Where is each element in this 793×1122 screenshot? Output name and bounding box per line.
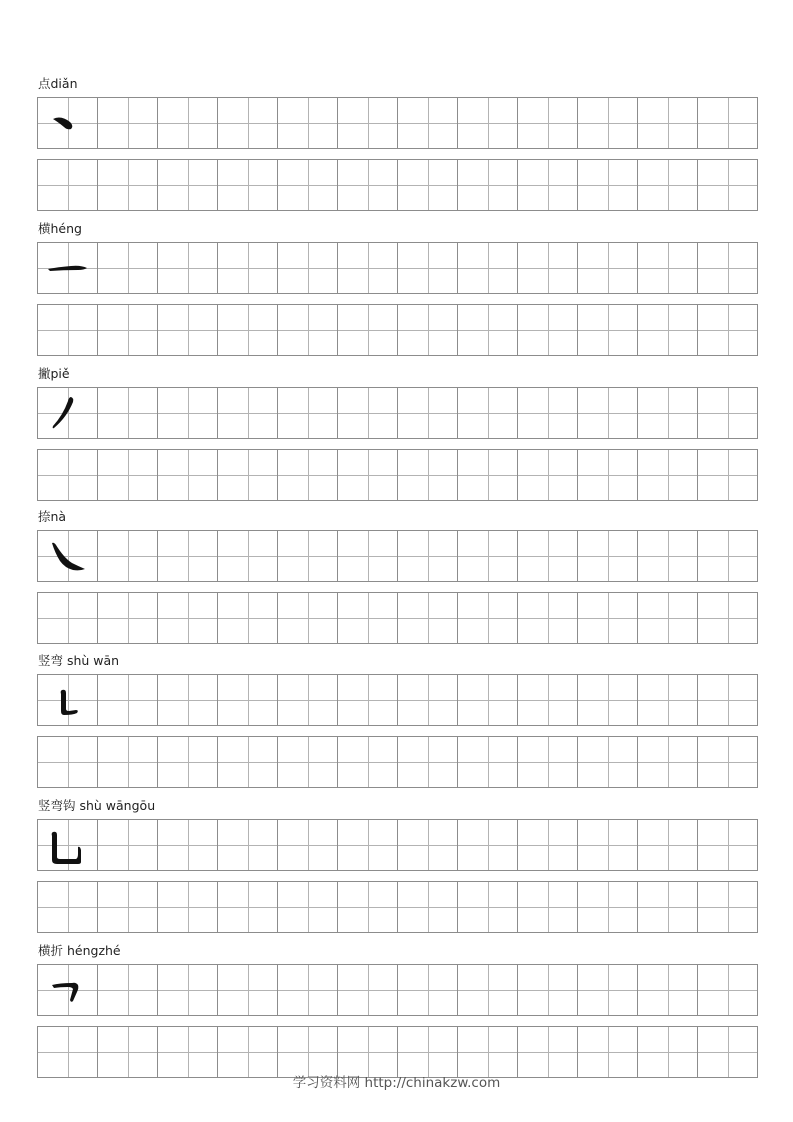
writing-cell[interactable] bbox=[518, 592, 578, 644]
writing-cell[interactable] bbox=[278, 387, 338, 439]
writing-cell[interactable] bbox=[398, 530, 458, 582]
writing-cell[interactable] bbox=[698, 819, 758, 871]
stroke-label: 竖弯 shù wān bbox=[38, 653, 120, 668]
writing-cell[interactable] bbox=[278, 159, 338, 211]
writing-cell[interactable] bbox=[458, 881, 518, 933]
grid-row-example bbox=[37, 97, 758, 149]
writing-cell[interactable] bbox=[458, 159, 518, 211]
writing-cell[interactable] bbox=[38, 592, 98, 644]
writing-cell[interactable] bbox=[578, 387, 638, 439]
writing-cell[interactable] bbox=[38, 530, 98, 582]
writing-cell[interactable] bbox=[158, 97, 218, 149]
writing-cell[interactable] bbox=[218, 530, 278, 582]
footer-watermark: 学习资料网 http://chinakzw.com bbox=[292, 1075, 501, 1091]
writing-cell[interactable] bbox=[518, 530, 578, 582]
writing-cell[interactable] bbox=[38, 304, 98, 356]
writing-cell[interactable] bbox=[158, 159, 218, 211]
writing-cell[interactable] bbox=[98, 530, 158, 582]
writing-cell[interactable] bbox=[338, 387, 398, 439]
writing-cell[interactable] bbox=[98, 881, 158, 933]
writing-cell[interactable] bbox=[158, 592, 218, 644]
grid-row-example bbox=[37, 674, 758, 726]
writing-cell[interactable] bbox=[338, 592, 398, 644]
writing-cell[interactable] bbox=[338, 819, 398, 871]
writing-cell[interactable] bbox=[638, 819, 698, 871]
writing-cell[interactable] bbox=[98, 674, 158, 726]
writing-cell[interactable] bbox=[338, 159, 398, 211]
writing-cell[interactable] bbox=[458, 964, 518, 1016]
writing-cell[interactable] bbox=[518, 819, 578, 871]
writing-cell[interactable] bbox=[98, 387, 158, 439]
writing-cell[interactable] bbox=[38, 881, 98, 933]
writing-cell[interactable] bbox=[98, 159, 158, 211]
writing-cell[interactable] bbox=[158, 449, 218, 501]
writing-cell[interactable] bbox=[338, 530, 398, 582]
writing-cell[interactable] bbox=[578, 881, 638, 933]
writing-cell[interactable] bbox=[518, 964, 578, 1016]
writing-cell[interactable] bbox=[98, 736, 158, 788]
writing-cell[interactable] bbox=[698, 881, 758, 933]
stroke-label: 竖弯钩 shù wāngōu bbox=[38, 798, 156, 813]
writing-cell[interactable] bbox=[638, 159, 698, 211]
writing-cell[interactable] bbox=[698, 592, 758, 644]
stroke-label: 横折 héngzhé bbox=[38, 943, 121, 958]
writing-cell[interactable] bbox=[338, 964, 398, 1016]
writing-cell[interactable] bbox=[578, 592, 638, 644]
writing-cell[interactable] bbox=[578, 159, 638, 211]
writing-cell[interactable] bbox=[398, 592, 458, 644]
writing-cell[interactable] bbox=[98, 97, 158, 149]
writing-cell[interactable] bbox=[458, 592, 518, 644]
writing-cell[interactable] bbox=[458, 530, 518, 582]
writing-cell[interactable] bbox=[398, 819, 458, 871]
writing-cell[interactable] bbox=[278, 964, 338, 1016]
writing-cell[interactable] bbox=[578, 530, 638, 582]
writing-cell[interactable] bbox=[518, 304, 578, 356]
writing-cell[interactable] bbox=[398, 881, 458, 933]
writing-cell[interactable] bbox=[398, 387, 458, 439]
writing-cell[interactable] bbox=[398, 964, 458, 1016]
writing-cell[interactable] bbox=[218, 881, 278, 933]
writing-cell[interactable] bbox=[638, 674, 698, 726]
writing-cell[interactable] bbox=[278, 674, 338, 726]
stroke-label: 撇piě bbox=[38, 366, 70, 381]
writing-cell[interactable] bbox=[38, 449, 98, 501]
writing-cell[interactable] bbox=[458, 387, 518, 439]
writing-cell[interactable] bbox=[518, 736, 578, 788]
writing-cell[interactable] bbox=[38, 736, 98, 788]
writing-cell[interactable] bbox=[698, 530, 758, 582]
writing-cell[interactable] bbox=[698, 159, 758, 211]
writing-cell[interactable] bbox=[278, 819, 338, 871]
writing-cell[interactable] bbox=[38, 819, 98, 871]
writing-cell[interactable] bbox=[698, 674, 758, 726]
writing-cell[interactable] bbox=[398, 242, 458, 294]
writing-cell[interactable] bbox=[338, 881, 398, 933]
writing-cell[interactable] bbox=[638, 736, 698, 788]
writing-cell[interactable] bbox=[578, 242, 638, 294]
writing-cell[interactable] bbox=[518, 674, 578, 726]
grid-row-example bbox=[37, 387, 758, 439]
writing-cell[interactable] bbox=[518, 449, 578, 501]
grid-row-practice bbox=[37, 159, 758, 211]
writing-cell[interactable] bbox=[518, 97, 578, 149]
hengzhe-stroke-icon bbox=[38, 965, 97, 1015]
writing-cell[interactable] bbox=[98, 964, 158, 1016]
writing-cell[interactable] bbox=[698, 387, 758, 439]
writing-cell[interactable] bbox=[518, 387, 578, 439]
writing-cell[interactable] bbox=[638, 881, 698, 933]
writing-cell[interactable] bbox=[398, 97, 458, 149]
writing-cell[interactable] bbox=[98, 304, 158, 356]
writing-cell[interactable] bbox=[698, 97, 758, 149]
writing-cell[interactable] bbox=[38, 159, 98, 211]
writing-cell[interactable] bbox=[38, 964, 98, 1016]
writing-cell[interactable] bbox=[518, 159, 578, 211]
writing-cell[interactable] bbox=[158, 304, 218, 356]
writing-cell[interactable] bbox=[578, 964, 638, 1016]
writing-cell[interactable] bbox=[338, 97, 398, 149]
stroke-label: 横héng bbox=[38, 221, 82, 236]
writing-cell[interactable] bbox=[578, 674, 638, 726]
writing-cell[interactable] bbox=[278, 592, 338, 644]
writing-cell[interactable] bbox=[278, 449, 338, 501]
writing-cell[interactable] bbox=[218, 819, 278, 871]
writing-cell[interactable] bbox=[398, 159, 458, 211]
grid-row-practice bbox=[37, 736, 758, 788]
stroke-label: 捺nà bbox=[38, 509, 67, 524]
writing-cell[interactable] bbox=[218, 736, 278, 788]
grid-row-practice bbox=[37, 449, 758, 501]
writing-cell[interactable] bbox=[458, 449, 518, 501]
writing-cell[interactable] bbox=[578, 736, 638, 788]
writing-cell[interactable] bbox=[638, 304, 698, 356]
writing-cell[interactable] bbox=[458, 242, 518, 294]
writing-cell[interactable] bbox=[338, 304, 398, 356]
pie-stroke-icon bbox=[38, 388, 97, 438]
writing-cell[interactable] bbox=[38, 387, 98, 439]
writing-cell[interactable] bbox=[578, 819, 638, 871]
writing-cell[interactable] bbox=[218, 304, 278, 356]
writing-cell[interactable] bbox=[518, 881, 578, 933]
writing-cell[interactable] bbox=[158, 387, 218, 439]
heng-stroke-icon bbox=[38, 243, 97, 293]
writing-cell[interactable] bbox=[638, 592, 698, 644]
writing-cell[interactable] bbox=[278, 304, 338, 356]
writing-cell[interactable] bbox=[278, 530, 338, 582]
writing-cell[interactable] bbox=[38, 674, 98, 726]
writing-cell[interactable] bbox=[398, 449, 458, 501]
writing-cell[interactable] bbox=[278, 97, 338, 149]
writing-cell[interactable] bbox=[578, 304, 638, 356]
writing-cell[interactable] bbox=[458, 819, 518, 871]
na-stroke-icon bbox=[38, 531, 97, 581]
writing-cell[interactable] bbox=[398, 674, 458, 726]
writing-cell[interactable] bbox=[38, 97, 98, 149]
grid-row-example bbox=[37, 819, 758, 871]
writing-cell[interactable] bbox=[218, 387, 278, 439]
writing-cell[interactable] bbox=[638, 449, 698, 501]
writing-cell[interactable] bbox=[458, 674, 518, 726]
writing-cell[interactable] bbox=[218, 964, 278, 1016]
writing-cell[interactable] bbox=[218, 242, 278, 294]
writing-cell[interactable] bbox=[158, 881, 218, 933]
writing-cell[interactable] bbox=[698, 964, 758, 1016]
writing-cell[interactable] bbox=[338, 736, 398, 788]
writing-cell[interactable] bbox=[698, 242, 758, 294]
writing-cell[interactable] bbox=[338, 449, 398, 501]
writing-cell[interactable] bbox=[158, 242, 218, 294]
writing-cell[interactable] bbox=[278, 242, 338, 294]
writing-cell[interactable] bbox=[338, 242, 398, 294]
writing-cell[interactable] bbox=[38, 242, 98, 294]
writing-cell[interactable] bbox=[218, 674, 278, 726]
writing-cell[interactable] bbox=[218, 592, 278, 644]
writing-cell[interactable] bbox=[218, 449, 278, 501]
writing-cell[interactable] bbox=[338, 674, 398, 726]
shuwangou-stroke-icon bbox=[38, 820, 97, 870]
writing-cell[interactable] bbox=[458, 304, 518, 356]
writing-cell[interactable] bbox=[158, 964, 218, 1016]
writing-cell[interactable] bbox=[578, 97, 638, 149]
grid-row-practice bbox=[37, 304, 758, 356]
writing-cell[interactable] bbox=[638, 530, 698, 582]
writing-cell[interactable] bbox=[638, 964, 698, 1016]
writing-cell[interactable] bbox=[278, 736, 338, 788]
shuwan-stroke-icon bbox=[38, 675, 97, 725]
grid-row-practice bbox=[37, 592, 758, 644]
dian-stroke-icon bbox=[38, 98, 97, 148]
writing-cell[interactable] bbox=[698, 449, 758, 501]
writing-cell[interactable] bbox=[158, 736, 218, 788]
writing-cell[interactable] bbox=[98, 449, 158, 501]
writing-cell[interactable] bbox=[638, 387, 698, 439]
writing-cell[interactable] bbox=[458, 736, 518, 788]
writing-cell[interactable] bbox=[158, 674, 218, 726]
grid-row-example bbox=[37, 242, 758, 294]
grid-row-practice bbox=[37, 881, 758, 933]
writing-cell[interactable] bbox=[98, 242, 158, 294]
writing-cell[interactable] bbox=[638, 242, 698, 294]
writing-cell[interactable] bbox=[698, 736, 758, 788]
writing-cell[interactable] bbox=[398, 304, 458, 356]
writing-cell[interactable] bbox=[98, 592, 158, 644]
writing-cell[interactable] bbox=[458, 97, 518, 149]
grid-row-example bbox=[37, 964, 758, 1016]
stroke-label: 点diǎn bbox=[38, 76, 78, 91]
writing-cell[interactable] bbox=[218, 159, 278, 211]
grid-row-example bbox=[37, 530, 758, 582]
writing-cell[interactable] bbox=[398, 736, 458, 788]
writing-cell[interactable] bbox=[158, 819, 218, 871]
writing-cell[interactable] bbox=[698, 304, 758, 356]
writing-cell[interactable] bbox=[98, 819, 158, 871]
writing-cell[interactable] bbox=[638, 97, 698, 149]
writing-cell[interactable] bbox=[158, 530, 218, 582]
writing-cell[interactable] bbox=[218, 97, 278, 149]
writing-cell[interactable] bbox=[278, 881, 338, 933]
writing-cell[interactable] bbox=[518, 242, 578, 294]
writing-cell[interactable] bbox=[578, 449, 638, 501]
